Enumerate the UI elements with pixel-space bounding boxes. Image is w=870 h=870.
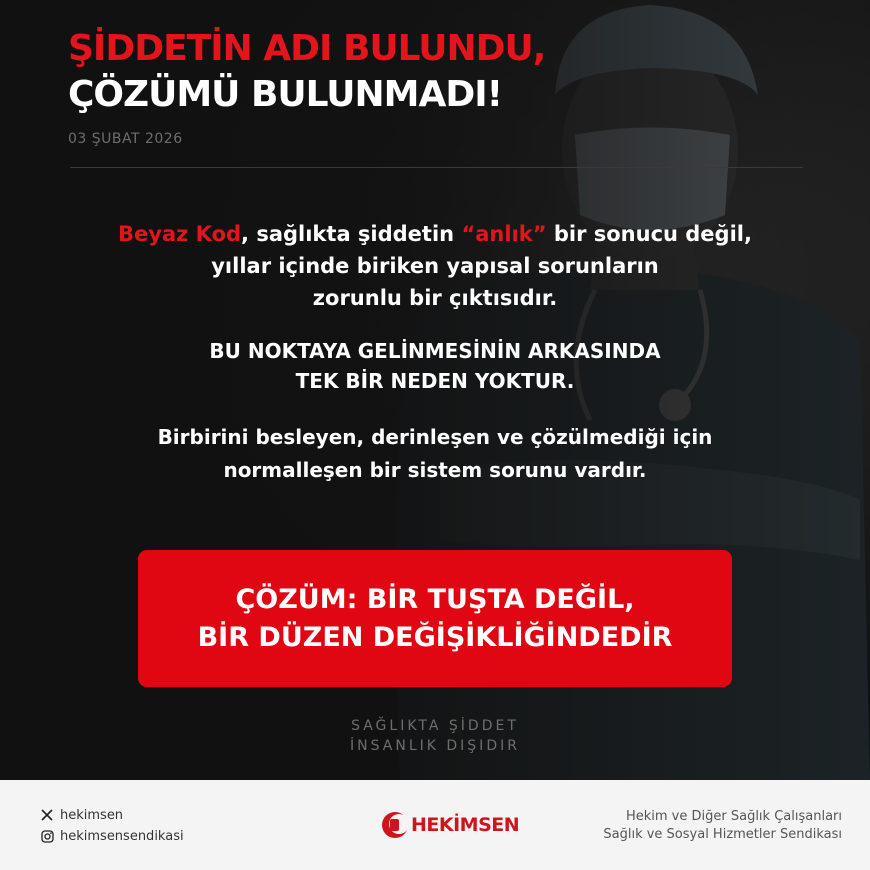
headline-line-1: ŞİDDETİN ADI BULUNDU, — [68, 28, 546, 69]
social-instagram[interactable] — [40, 826, 184, 846]
solution-banner-line-1: ÇÖZÜM: BİR TUŞTA DEĞİL, — [235, 583, 635, 615]
paragraph-3-line-1: Birbirini besleyen, derinleşen ve çözülmediği için — [157, 425, 713, 449]
paragraph-2-line-1: BU NOKTAYA GELİNMESİNİN ARKASINDA — [209, 339, 661, 363]
paragraph-2 — [135, 336, 735, 396]
highlight-beyaz-kod: Beyaz Kod — [118, 222, 242, 246]
x-handle: hekimsen — [60, 807, 124, 823]
headline-line-2: ÇÖZÜMÜ BULUNMADI! — [68, 74, 503, 115]
social-links — [40, 805, 184, 847]
paragraph-1-text-a: , sağlıkta şiddetin — [241, 222, 462, 246]
logo-text: HEKİMSEN — [411, 814, 520, 836]
paragraph-3 — [60, 421, 810, 487]
paragraph-1 — [60, 218, 810, 314]
tagline-line-1: SAĞLIKTA ŞİDDET — [351, 718, 519, 734]
paragraph-1-line-2: yıllar içinde biriken yapısal sorunların — [211, 254, 659, 278]
union-name — [603, 808, 842, 844]
crescent-fist-icon — [380, 810, 410, 840]
paragraph-2-line-2: TEK BİR NEDEN YOKTUR. — [295, 369, 575, 393]
tagline — [250, 716, 620, 756]
divider — [70, 167, 803, 168]
paragraph-1-line-1 — [60, 218, 810, 250]
union-name-line-1: Hekim ve Diğer Sağlık Çalışanları — [625, 809, 842, 824]
instagram-handle: hekimsensendikasi — [60, 828, 184, 844]
tagline-line-2: İNSANLIK DIŞIDIR — [350, 738, 520, 754]
paragraph-3-line-2: normalleşen bir sistem sorunu vardır. — [223, 458, 647, 482]
solution-banner — [138, 550, 732, 687]
x-icon — [40, 808, 54, 822]
instagram-icon — [40, 829, 54, 843]
paragraph-1-line-3: zorunlu bir çıktısıdır. — [312, 286, 558, 310]
page-title — [68, 26, 545, 118]
hekimsen-logo — [380, 810, 519, 840]
publish-date: 03 ŞUBAT 2026 — [68, 131, 183, 147]
union-name-line-2: Sağlık ve Sosyal Hizmetler Sendikası — [603, 827, 842, 842]
paragraph-1-text-b: bir sonucu değil, — [546, 222, 752, 246]
highlight-anlik: “anlık” — [461, 222, 547, 246]
solution-banner-line-2: BİR DÜZEN DEĞİŞİKLİĞİNDEDİR — [197, 621, 673, 653]
social-x[interactable] — [40, 805, 184, 825]
